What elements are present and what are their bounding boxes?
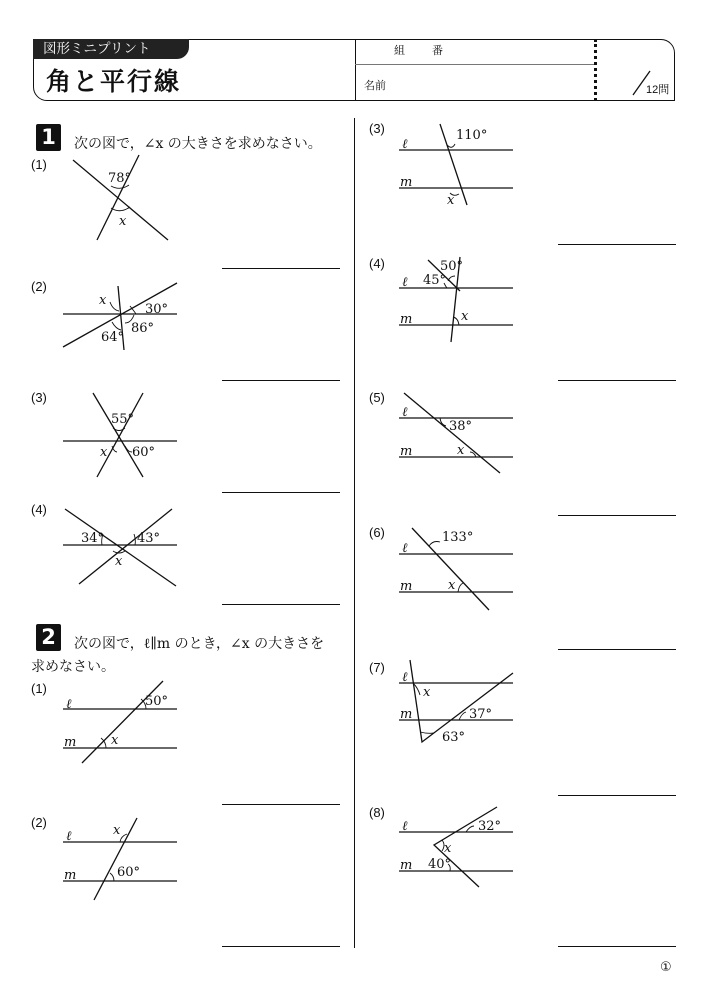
angle-label: 63° bbox=[442, 730, 466, 745]
problem-number: (4) bbox=[31, 502, 47, 517]
angle-label: 110° bbox=[456, 128, 488, 143]
instruction-2-line1: 次の図で，ℓ∥m のとき，∠x の大きさを bbox=[74, 636, 325, 652]
angle-label: 50° bbox=[145, 694, 169, 709]
angle-label: 60° bbox=[132, 445, 156, 460]
problem-number: (3) bbox=[31, 390, 47, 405]
angle-label: 37° bbox=[469, 707, 493, 722]
angle-label: x bbox=[457, 443, 465, 458]
angle-label: 43° bbox=[137, 531, 161, 546]
angle-label: 64° bbox=[101, 330, 125, 345]
angle-label: 78° bbox=[108, 171, 132, 186]
problem-number: (4) bbox=[369, 256, 385, 271]
problem-number: (7) bbox=[369, 660, 385, 675]
angle-label: 50° bbox=[440, 259, 464, 274]
section-badge: 1 bbox=[36, 124, 61, 151]
name-label: 名前 bbox=[364, 79, 386, 92]
angle-label: 86° bbox=[131, 321, 155, 336]
angle-label: 34° bbox=[81, 531, 105, 546]
line-label: m bbox=[400, 707, 413, 722]
line-label: m bbox=[400, 858, 413, 873]
line-label: ℓ bbox=[402, 137, 408, 152]
angle-label: 40° bbox=[428, 857, 452, 872]
angle-label: 32° bbox=[478, 819, 502, 834]
angle-label: 133° bbox=[442, 530, 474, 545]
angle-label: x bbox=[113, 823, 121, 838]
instruction-2-line2: 求めなさい。 bbox=[31, 659, 115, 675]
line-label: ℓ bbox=[402, 541, 408, 556]
line-label: m bbox=[64, 868, 77, 883]
angle-label: x bbox=[423, 685, 431, 700]
problem-number: (5) bbox=[369, 390, 385, 405]
problem-number: (2) bbox=[31, 279, 47, 294]
line-label: ℓ bbox=[402, 670, 408, 685]
section-badge: 2 bbox=[36, 624, 61, 651]
line-label: m bbox=[400, 175, 413, 190]
angle-label: x bbox=[115, 554, 123, 569]
score-label: 12問 bbox=[646, 84, 670, 96]
angle-label: x bbox=[461, 309, 469, 324]
line-label: m bbox=[64, 735, 77, 750]
page-number: ① bbox=[660, 960, 672, 975]
line-label: m bbox=[400, 312, 413, 327]
instruction-1: 次の図で，∠x の大きさを求めなさい。 bbox=[74, 136, 322, 152]
angle-label: 60° bbox=[117, 865, 141, 880]
line-label: ℓ bbox=[66, 829, 72, 844]
angle-label: x bbox=[111, 733, 119, 748]
angle-label: x bbox=[448, 578, 456, 593]
angle-label: x bbox=[119, 214, 127, 229]
problem-number: (1) bbox=[31, 681, 47, 696]
angle-label: x bbox=[444, 841, 452, 856]
angle-label: 30° bbox=[145, 302, 169, 317]
problem-number: (8) bbox=[369, 805, 385, 820]
line-label: m bbox=[400, 444, 413, 459]
line-label: ℓ bbox=[402, 405, 408, 420]
category-tab: 図形ミニプリント bbox=[33, 39, 189, 59]
page-title: 角と平行線 bbox=[46, 67, 182, 96]
angle-label: x bbox=[99, 293, 107, 308]
line-label: ℓ bbox=[402, 275, 408, 290]
angle-label: x bbox=[447, 193, 455, 208]
angle-label: 38° bbox=[449, 419, 473, 434]
problem-number: (2) bbox=[31, 815, 47, 830]
line-label: m bbox=[400, 579, 413, 594]
line-label: ℓ bbox=[402, 819, 408, 834]
angle-label: x bbox=[100, 445, 108, 460]
answer-line bbox=[558, 946, 676, 947]
angle-label: 55° bbox=[111, 412, 135, 427]
problem-number: (3) bbox=[369, 121, 385, 136]
problem-number: (6) bbox=[369, 525, 385, 540]
class-label: 組 bbox=[394, 44, 405, 57]
problem-number: (1) bbox=[31, 157, 47, 172]
number-label: 番 bbox=[432, 44, 443, 57]
angle-label: 45° bbox=[423, 273, 447, 288]
line-label: ℓ bbox=[66, 697, 72, 712]
